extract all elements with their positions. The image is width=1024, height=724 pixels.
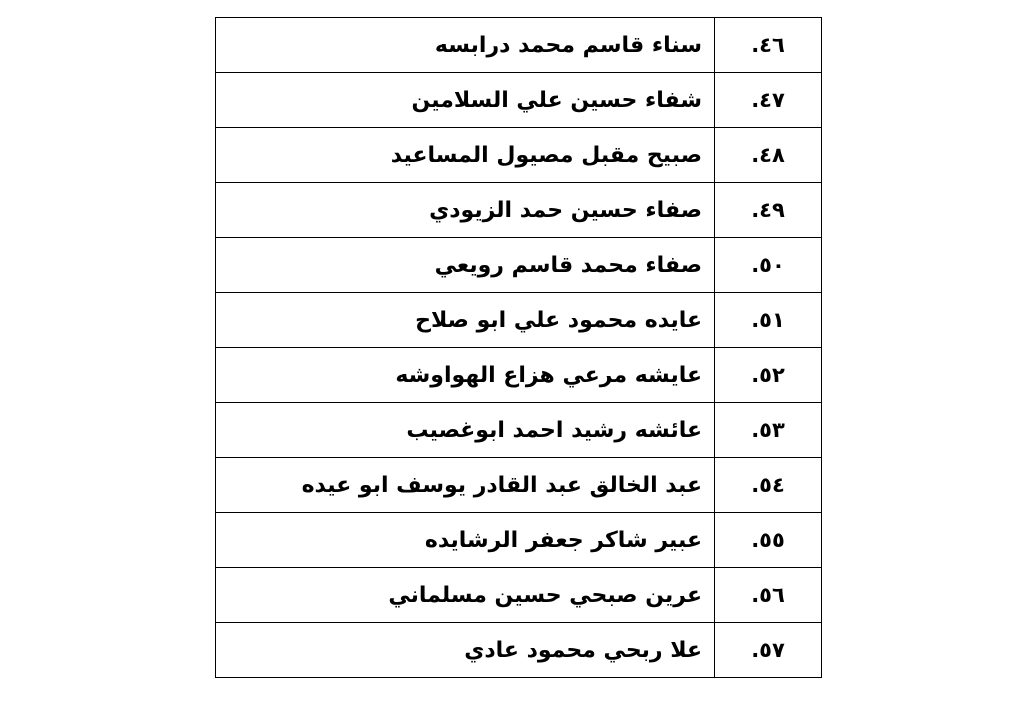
row-number: ٥١.: [715, 293, 822, 348]
row-number: ٥٧.: [715, 623, 822, 678]
table-row: [216, 458, 822, 513]
person-name: عرين صبحي حسين مسلماني: [216, 568, 715, 623]
names-table: [215, 17, 822, 678]
table-row: [216, 18, 822, 73]
table-row: [216, 73, 822, 128]
table-row: [216, 623, 822, 678]
table-row: [216, 348, 822, 403]
row-number: ٥٦.: [715, 568, 822, 623]
table-row: [216, 128, 822, 183]
person-name: صفاء حسين حمد الزيودي: [216, 183, 715, 238]
person-name: عبير شاكر جعفر الرشايده: [216, 513, 715, 568]
table-row: [216, 568, 822, 623]
person-name: شفاء حسين علي السلامين: [216, 73, 715, 128]
table-row: [216, 293, 822, 348]
row-number: ٥٥.: [715, 513, 822, 568]
row-number: ٤٨.: [715, 128, 822, 183]
person-name: سناء قاسم محمد درابسه: [216, 18, 715, 73]
row-number: ٤٦.: [715, 18, 822, 73]
table-row: [216, 403, 822, 458]
row-number: ٥٤.: [715, 458, 822, 513]
table-row: [216, 238, 822, 293]
row-number: ٤٧.: [715, 73, 822, 128]
row-number: ٥٠.: [715, 238, 822, 293]
person-name: علا ربحي محمود عادي: [216, 623, 715, 678]
row-number: ٥٢.: [715, 348, 822, 403]
person-name: عبد الخالق عبد القادر يوسف ابو عيده: [216, 458, 715, 513]
person-name: صفاء محمد قاسم رويعي: [216, 238, 715, 293]
row-number: ٥٣.: [715, 403, 822, 458]
person-name: عايده محمود علي ابو صلاح: [216, 293, 715, 348]
table-row: [216, 513, 822, 568]
person-name: عائشه رشيد احمد ابوغصيب: [216, 403, 715, 458]
person-name: صبيح مقبل مصيول المساعيد: [216, 128, 715, 183]
row-number: ٤٩.: [715, 183, 822, 238]
person-name: عايشه مرعي هزاع الهواوشه: [216, 348, 715, 403]
table-row: [216, 183, 822, 238]
